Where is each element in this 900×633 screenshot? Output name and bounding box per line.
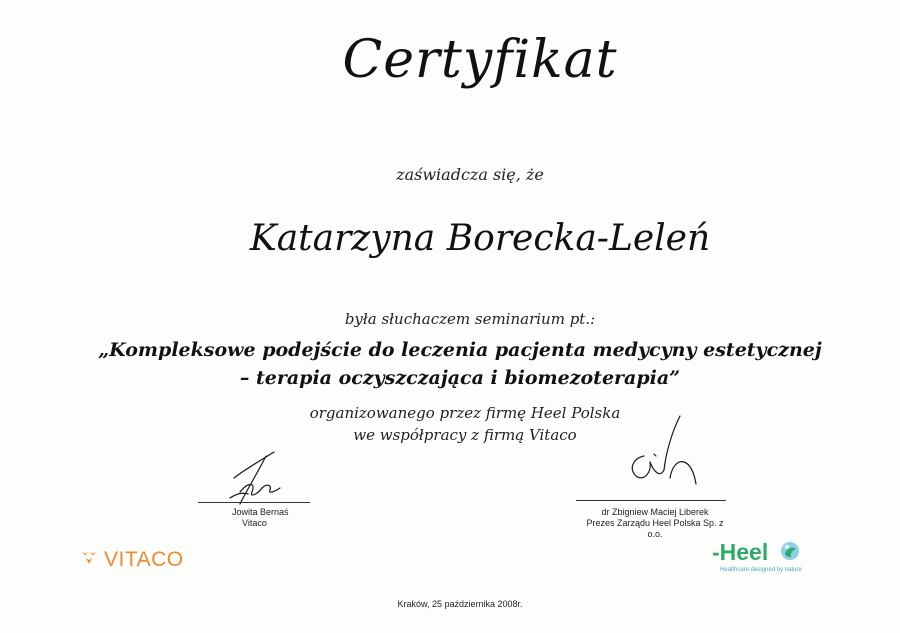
organizer-line-1: organizowanego przez firmę Heel Polska xyxy=(309,404,621,422)
seminar-title-line-2: – terapia oczyszczająca i biomezoterapia” xyxy=(239,367,681,389)
vitaco-logo xyxy=(78,548,184,572)
heel-drop-icon xyxy=(779,540,801,566)
seminar-title-line-1: „Kompleksowe podejście do leczenia pacjenta medycyny estetycznej xyxy=(98,339,822,361)
seminar-title xyxy=(10,336,900,392)
left-signatory-name: Jowita Bernaś xyxy=(232,507,289,517)
attended-text: była słuchaczem seminarium pt.: xyxy=(344,310,596,328)
organizer-text xyxy=(15,402,900,446)
heel-tagline: Healthcare designed by nature xyxy=(720,567,802,573)
left-handwritten-signature xyxy=(222,448,292,514)
right-signature-line xyxy=(576,500,726,501)
right-signatory-name: dr Zbigniew Maciej Liberek xyxy=(601,507,709,517)
vitaco-hearts-icon xyxy=(78,548,100,572)
right-signatory-title: Prezes Zarządu Heel Polska Sp. z o.o. xyxy=(586,518,724,539)
heel-logo xyxy=(712,539,802,573)
left-signatory-company: Vitaco xyxy=(242,518,267,528)
left-signatory xyxy=(232,507,289,529)
right-signatory xyxy=(580,507,730,540)
right-handwritten-signature xyxy=(624,412,704,496)
recipient-name: Katarzyna Borecka-Leleń xyxy=(249,218,711,259)
left-signature-line xyxy=(198,502,310,503)
certificate-title: Certyfikat xyxy=(342,30,618,90)
heel-logo-text: -Heel xyxy=(712,539,769,565)
place-date: Kraków, 25 października 2008r. xyxy=(397,599,523,609)
vitaco-logo-text: VITACO xyxy=(104,548,184,571)
intro-text: zaświadcza się, że xyxy=(396,165,544,184)
organizer-line-2: we współpracy z firmą Vitaco xyxy=(353,426,577,444)
